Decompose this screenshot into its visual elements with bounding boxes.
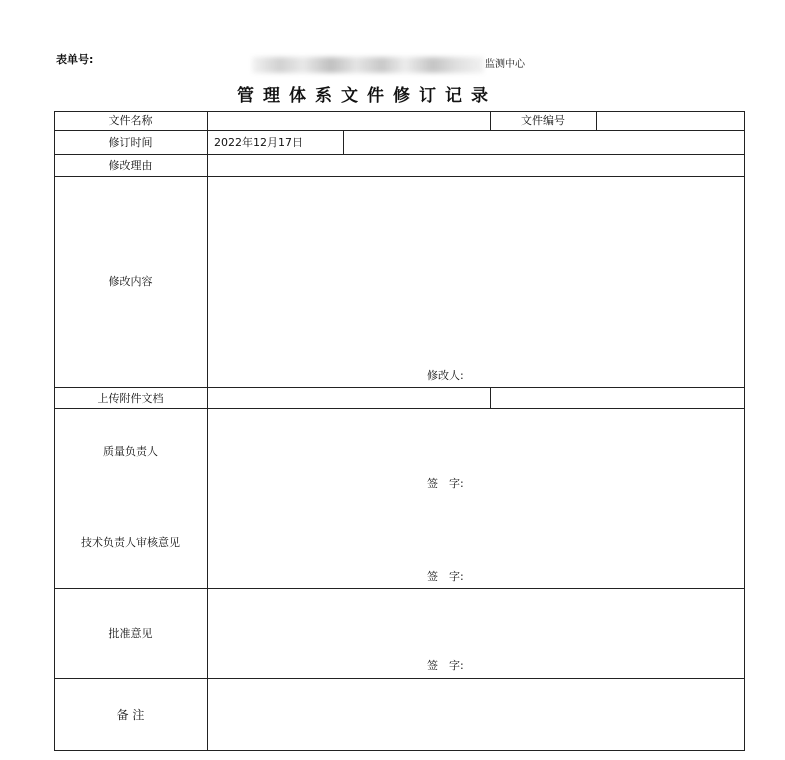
- quality-manager-signature-label: 签 字:: [427, 477, 464, 490]
- technical-review-label: 技术负责人审核意见: [81, 536, 180, 549]
- revision-reason-label: 修改理由: [108, 159, 153, 172]
- revision-reason-field[interactable]: [208, 155, 744, 176]
- quality-manager-label: 质量负责人: [103, 445, 158, 458]
- form-number-label: 表单号:: [56, 53, 94, 66]
- technical-review-signature-label: 签 字:: [427, 570, 464, 583]
- approval-label: 批准意见: [108, 627, 153, 640]
- remarks-field[interactable]: [208, 679, 744, 750]
- upload-attachment-extra-field[interactable]: [491, 388, 744, 408]
- redacted-organization-name: [252, 57, 484, 73]
- doc-number-field[interactable]: [597, 112, 744, 130]
- quality-manager-opinion-field[interactable]: [208, 409, 744, 469]
- modifier-label: 修改人:: [427, 369, 464, 382]
- technical-review-opinion-field[interactable]: [208, 495, 744, 565]
- doc-number-label: 文件编号: [521, 114, 565, 127]
- row-divider: [54, 130, 745, 131]
- doc-name-field[interactable]: [208, 112, 489, 130]
- revision-content-field[interactable]: [208, 177, 744, 367]
- remarks-label: 备 注: [116, 708, 145, 722]
- approval-signature-label: 签 字:: [427, 659, 464, 672]
- revision-time-label: 修订时间: [108, 136, 153, 149]
- organization-suffix: 监测中心: [485, 59, 525, 70]
- doc-name-label: 文件名称: [108, 114, 153, 127]
- revision-content-label: 修改内容: [108, 275, 153, 288]
- document-title: 管理体系文件修订记录: [237, 86, 497, 106]
- upload-attachment-label: 上传附件文档: [97, 392, 164, 405]
- revision-time-value[interactable]: 2022年12月17日: [214, 136, 303, 149]
- approval-opinion-field[interactable]: [208, 589, 744, 653]
- upload-attachment-field[interactable]: [208, 388, 489, 408]
- column-divider: [343, 130, 344, 154]
